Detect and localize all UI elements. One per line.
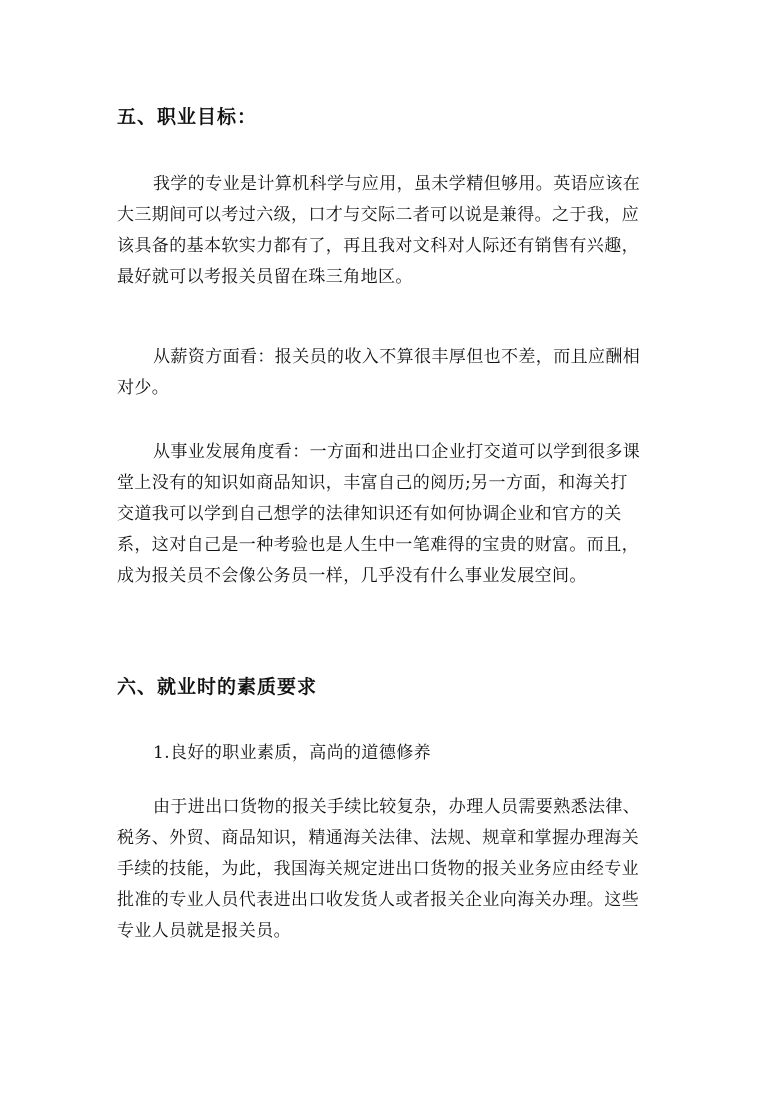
paragraph-career-development (117, 437, 657, 592)
paragraph-career-goal-intro (117, 169, 657, 293)
text-line: 由于进出口货物的报关手续比较复杂，办理人员需要熟悉法律、 (153, 797, 641, 817)
text-line: 手续的技能，为此，我国海关规定进出口货物的报关业务应由经专业 (117, 859, 639, 879)
section-heading-career-goal: 五、职业目标： (117, 106, 258, 128)
text-line: 税务、外贸、商品知识，精通海关法律、法规、规章和掌握办理海关 (117, 828, 639, 848)
paragraph-customs-broker-description (117, 792, 657, 947)
text-line: 我学的专业是计算机科学与应用，虽未学精但够用。英语应该在 (153, 174, 641, 194)
paragraph-subheading-professional-quality (117, 738, 657, 769)
text-line: 交道我可以学到自己想学的法律知识还有如何协调企业和官方的关 (117, 504, 622, 524)
text-line: 堂上没有的知识如商品知识，丰富自己的阅历;另一方面，和海关打 (117, 473, 628, 493)
text-line: 对少。 (117, 378, 170, 398)
text-line: 最好就可以考报关员留在珠三角地区。 (117, 267, 413, 287)
text-line: 成为报关员不会像公务员一样，几乎没有什么事业发展空间。 (117, 566, 587, 586)
text-line: 批准的专业人员代表进出口收发货人或者报关企业向海关办理。这些 (117, 890, 639, 910)
text-line: 系，这对自己是一种考验也是人生中一笔难得的宝贵的财富。而且， (117, 535, 639, 555)
text-line: 1.良好的职业素质，高尚的道德修养 (153, 743, 432, 763)
section-heading-quality-requirements: 六、就业时的素质要求 (117, 676, 318, 698)
text-line: 从薪资方面看：报关员的收入不算很丰厚但也不差，而且应酬相 (153, 347, 641, 367)
text-line: 从事业发展角度看：一方面和进出口企业打交道可以学到很多课 (153, 442, 641, 462)
paragraph-salary (117, 342, 657, 404)
text-line: 该具备的基本软实力都有了，再且我对文科对人际还有销售有兴趣， (117, 236, 639, 256)
text-line: 专业人员就是报关员。 (117, 921, 291, 941)
text-line: 大三期间可以考过六级，口才与交际二者可以说是兼得。之于我，应 (117, 205, 639, 225)
